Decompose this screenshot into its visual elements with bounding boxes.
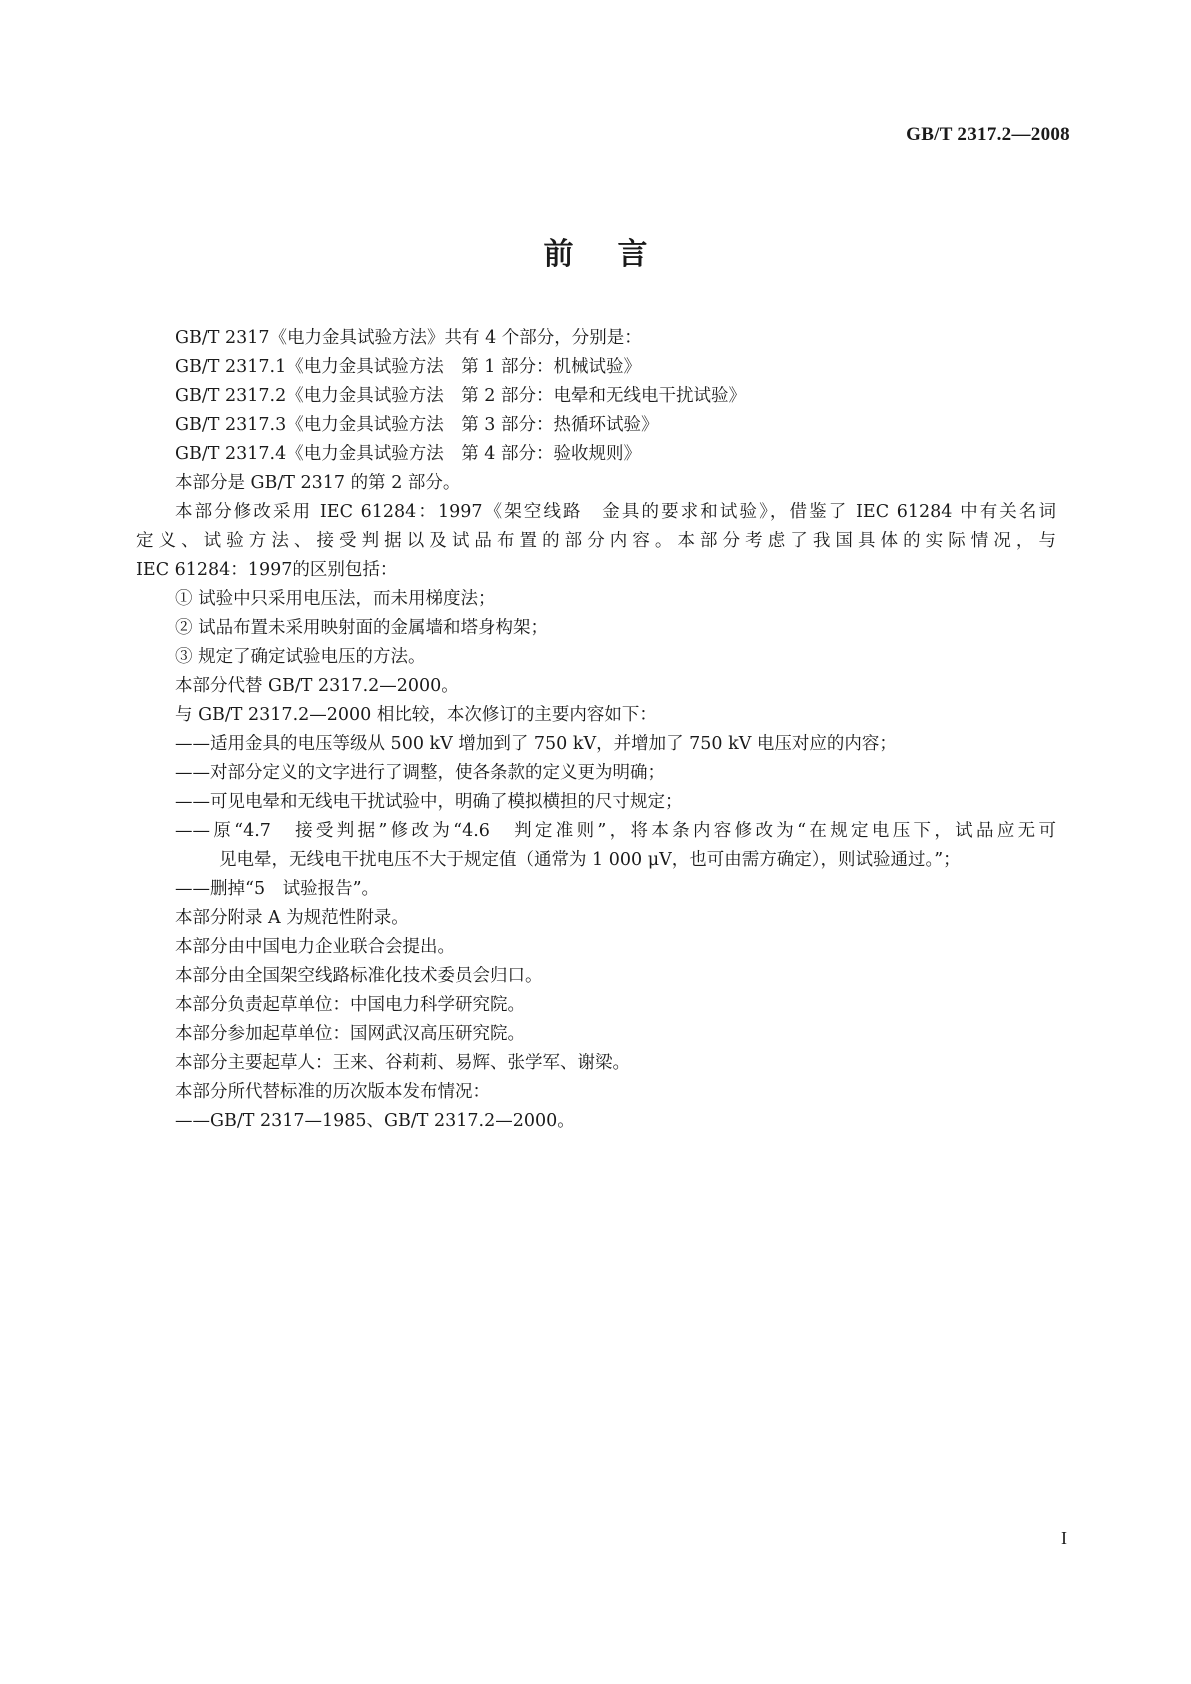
paragraph: 本部分代替 GB/T 2317.2—2000。 [175,676,459,696]
paragraph: 本部分修改采用 IEC 61284：1997《架空线路 金具的要求和试验》，借鉴了 IEC 61284 中有关名词 [175,502,1056,522]
dash-item: ——可见电晕和无线电干扰试验中，明确了模拟横担的尺寸规定； [175,792,683,812]
paragraph: 本部分主要起草人：王来、谷莉莉、易辉、张学军、谢梁。 [175,1053,630,1073]
list-item: ② 试品布置未采用映射面的金属墙和塔身构架； [175,618,549,638]
paragraph: 本部分所代替标准的历次版本发布情况： [175,1082,490,1102]
list-item: GB/T 2317.1《电力金具试验方法 第 1 部分：机械试验》 [175,357,641,377]
list-item: GB/T 2317.4《电力金具试验方法 第 4 部分：验收规则》 [175,444,641,464]
list-item: ① 试验中只采用电压法，而未用梯度法； [175,589,496,609]
dash-item: ——删掉“5 试验报告”。 [175,879,380,899]
list-item: ③ 规定了确定试验电压的方法。 [175,647,426,667]
dash-item: ——原“4.7 接受判据”修改为“4.6 判定准则”，将本条内容修改为“在规定电压下，试品应无可 [175,821,1056,841]
paragraph-continuation: IEC 61284：1997的区别包括： [136,560,398,580]
standard-number: GB/T 2317.2—2008 [906,124,1070,145]
paragraph-continuation: 定义、试验方法、接受判据以及试品布置的部分内容。本部分考虑了我国具体的实际情况，与 [136,531,1056,551]
page-number: I [1061,1528,1067,1548]
page-title: 前言 [543,237,692,272]
foreword-body [136,324,1056,1136]
list-item: GB/T 2317.3《电力金具试验方法 第 3 部分：热循环试验》 [175,415,659,435]
dash-item: ——适用金具的电压等级从 500 kV 增加到了 750 kV，并增加了 750 kV 电压对应的内容； [175,734,897,754]
paragraph: GB/T 2317《电力金具试验方法》共有 4 个部分，分别是： [175,328,642,348]
paragraph: 本部分由中国电力企业联合会提出。 [175,937,455,957]
list-item: GB/T 2317.2《电力金具试验方法 第 2 部分：电晕和无线电干扰试验》 [175,386,746,406]
paragraph: 本部分是 GB/T 2317 的第 2 部分。 [175,473,461,493]
dash-item-continuation: 见电晕，无线电干扰电压不大于规定值（通常为 1 000 μV，也可由需方确定），则试验通过。”； [219,850,961,870]
paragraph: 本部分负责起草单位：中国电力科学研究院。 [175,995,525,1015]
paragraph: 本部分由全国架空线路标准化技术委员会归口。 [175,966,543,986]
paragraph: 本部分附录 A 为规范性附录。 [175,908,409,928]
dash-item: ——GB/T 2317—1985、GB/T 2317.2—2000。 [175,1111,575,1131]
dash-item: ——对部分定义的文字进行了调整，使各条款的定义更为明确； [175,763,665,783]
paragraph: 本部分参加起草单位：国网武汉高压研究院。 [175,1024,525,1044]
paragraph: 与 GB/T 2317.2—2000 相比较，本次修订的主要内容如下： [175,705,657,725]
